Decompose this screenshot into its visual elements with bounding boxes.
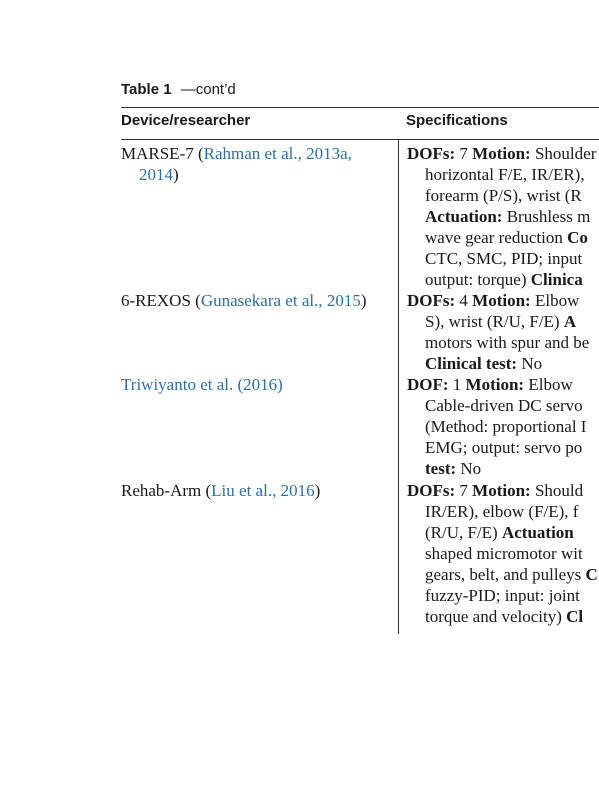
table-label: Table 1 xyxy=(121,81,172,98)
spec-text: CTC, SMC, PID; input xyxy=(425,249,583,268)
spec-text: 1 xyxy=(448,375,466,394)
spec-line xyxy=(407,564,599,585)
spec-line xyxy=(407,227,599,248)
spec-text: Should xyxy=(530,481,584,500)
citation-link[interactable]: Rahman et al., 2013a, 2014 xyxy=(139,144,352,184)
device-cell xyxy=(121,480,393,501)
table-caption-suffix: —cont’d xyxy=(180,81,236,98)
spec-line xyxy=(407,164,599,185)
spec-text: gears, belt, and pulleys xyxy=(425,565,586,584)
device-name: MARSE-7 ( xyxy=(121,144,204,163)
specifications-cell xyxy=(407,290,599,374)
spec-field-label: Clinica xyxy=(530,270,583,289)
device-cell xyxy=(121,374,393,395)
spec-line xyxy=(407,269,599,290)
citation-link[interactable]: Triwiyanto et al. (2016) xyxy=(121,375,283,394)
spec-text: horizontal F/E, IR/ER), xyxy=(425,165,585,184)
specifications-cell xyxy=(407,374,599,479)
column-header-specifications: Specifications xyxy=(406,112,508,129)
spec-line xyxy=(407,374,599,395)
citation-link[interactable]: Gunasekara et al., 2015 xyxy=(200,291,361,310)
spec-text: Brushless m xyxy=(502,207,591,226)
spec-field-label: Motion: xyxy=(472,291,531,310)
spec-field-label: Cl xyxy=(566,607,584,626)
spec-field-label: Clinical test: xyxy=(425,354,518,373)
device-paren: ) xyxy=(360,291,367,310)
spec-field-label: Motion: xyxy=(472,144,531,163)
spec-text: wave gear reduction xyxy=(425,228,568,247)
spec-text: motors with spur and be xyxy=(425,333,590,352)
spec-field-label: Actuation xyxy=(501,523,574,542)
spec-field-label: A xyxy=(563,312,577,331)
spec-field-label: test: xyxy=(425,459,457,478)
citation-link[interactable]: Liu et al., 2016 xyxy=(211,481,315,500)
spec-line xyxy=(407,416,599,437)
spec-text: Cable-driven DC servo xyxy=(425,396,583,415)
spec-text: 7 xyxy=(455,144,473,163)
spec-text: (Method: proportional I xyxy=(425,417,587,436)
spec-line xyxy=(407,458,599,479)
specifications-cell xyxy=(407,143,599,290)
spec-line xyxy=(407,248,599,269)
spec-text: S), wrist (R/U, F/E) xyxy=(425,312,564,331)
spec-line xyxy=(407,332,599,353)
spec-field-label: DOFs: xyxy=(407,144,456,163)
spec-field-label: C xyxy=(585,565,598,584)
spec-text: No xyxy=(517,354,543,373)
device-name: 6-REXOS ( xyxy=(121,291,201,310)
spec-field-label: Co xyxy=(567,228,588,247)
spec-field-label: DOFs: xyxy=(407,481,456,500)
spec-text: Elbow xyxy=(530,291,580,310)
specifications-cell xyxy=(407,480,599,627)
spec-text: output: torque) xyxy=(425,270,531,289)
table-top-rule xyxy=(121,107,599,108)
spec-line xyxy=(407,522,599,543)
device-cell xyxy=(121,290,393,311)
spec-line xyxy=(407,606,599,627)
spec-text: No xyxy=(456,459,482,478)
spec-line xyxy=(407,311,599,332)
spec-field-label: Motion: xyxy=(465,375,525,394)
device-name: Rehab-Arm ( xyxy=(121,481,212,500)
spec-text: Shoulder xyxy=(530,144,597,163)
spec-text: shaped micromotor wit xyxy=(425,544,583,563)
spec-text: Elbow xyxy=(524,375,573,394)
spec-line xyxy=(407,353,599,374)
spec-line xyxy=(407,185,599,206)
table-caption xyxy=(121,81,236,98)
device-paren: ) xyxy=(314,481,321,500)
header-bottom-rule xyxy=(121,139,599,140)
spec-line xyxy=(407,143,599,164)
spec-text: 4 xyxy=(455,291,473,310)
spec-line xyxy=(407,480,599,501)
spec-line xyxy=(407,585,599,606)
spec-line xyxy=(407,206,599,227)
spec-line xyxy=(407,501,599,522)
spec-text: EMG; output: servo po xyxy=(425,438,583,457)
device-paren: ) xyxy=(173,165,179,184)
spec-line xyxy=(407,543,599,564)
spec-line xyxy=(407,290,599,311)
column-header-device: Device/researcher xyxy=(121,112,251,129)
spec-field-label: Motion: xyxy=(472,481,531,500)
spec-line xyxy=(407,395,599,416)
spec-text: fuzzy-PID; input: joint xyxy=(425,586,580,605)
spec-field-label: DOFs: xyxy=(407,291,456,310)
device-cell xyxy=(121,143,393,185)
spec-line xyxy=(407,437,599,458)
spec-text: IR/ER), elbow (F/E), f xyxy=(425,502,579,521)
column-divider xyxy=(398,140,399,634)
spec-field-label: Actuation: xyxy=(425,207,503,226)
spec-text: (R/U, F/E) xyxy=(425,523,502,542)
spec-text: torque and velocity) xyxy=(425,607,567,626)
spec-text: 7 xyxy=(455,481,473,500)
spec-field-label: DOF: xyxy=(407,375,449,394)
spec-text: forearm (P/S), wrist (R xyxy=(425,186,582,205)
